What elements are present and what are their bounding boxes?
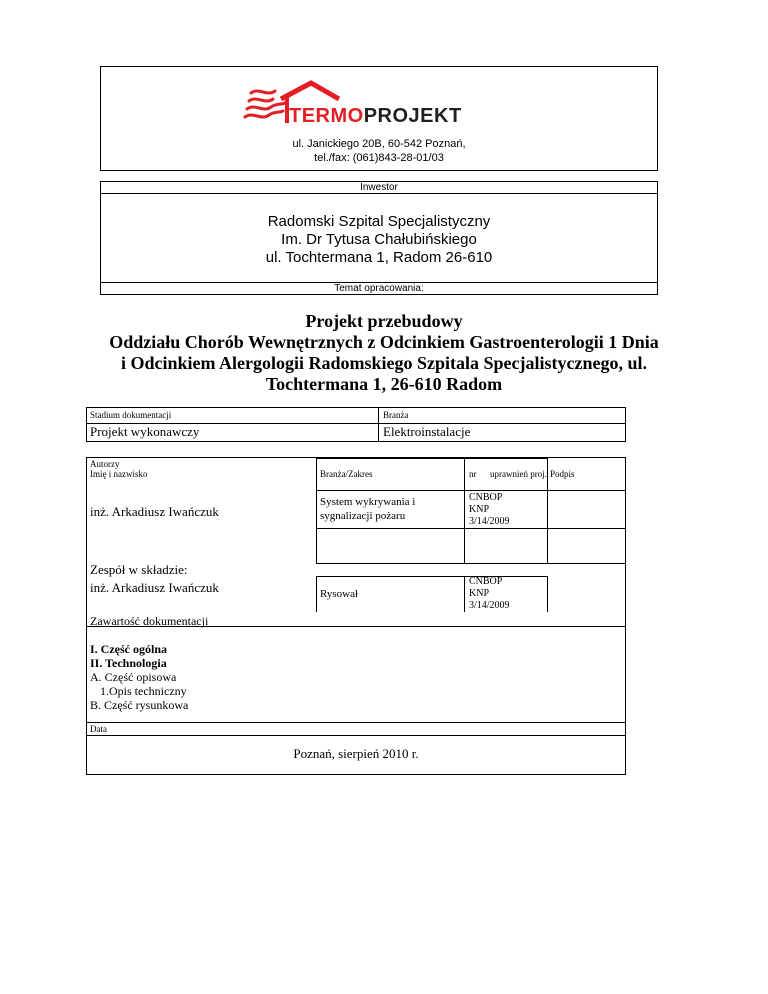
author-1-license	[469, 492, 510, 528]
date-top-line	[87, 722, 625, 723]
authors-top-line	[316, 458, 548, 459]
contents-item-2: II. Technologia	[90, 656, 167, 670]
authors-section-label: Autorzy	[90, 459, 120, 469]
company-logo	[241, 79, 501, 125]
investor-details	[101, 213, 657, 267]
date-label: Data	[90, 724, 107, 734]
author-2-scope: Rysował	[320, 588, 359, 600]
author-1-scope: System wykrywania i sygnalizacji pożaru	[320, 496, 416, 522]
authors-row-line-3	[316, 563, 625, 564]
investor-box	[100, 181, 658, 295]
stage-label: Stadium dokumentacji	[90, 410, 172, 420]
author-1-name: inż. Arkadiusz Iwańczuk	[90, 504, 219, 519]
contents-list	[90, 642, 188, 712]
contents-top-line	[87, 626, 625, 627]
author-2-license	[469, 576, 510, 612]
investor-label: Inwestor	[360, 182, 398, 193]
project-title-line-2: Oddziału Chorób Wewnętrznych z Odcinkiem Gastroenterologii 1 Dnia	[109, 332, 659, 352]
project-title-line-1: Projekt przebudowy	[305, 311, 463, 331]
logo-text-part1: TERMO	[289, 105, 364, 127]
contents-item-1: I. Część ogólna	[90, 642, 167, 656]
contents-item-3: A. Część opisowa	[90, 670, 177, 684]
author-2-name: inż. Arkadiusz Iwańczuk	[90, 580, 219, 595]
stage-value: Projekt wykonawczy	[90, 424, 200, 439]
date-value: Poznań, sierpień 2010 r.	[293, 746, 419, 761]
branch-label: Branża	[383, 410, 409, 420]
team-col-line-1	[316, 576, 317, 612]
project-title-line-3: i Odcinkiem Alergologii Radomskiego Szpitala Specjalistycznego, ul.	[121, 353, 647, 373]
authors-col-branch: Branża/Zakres	[320, 469, 373, 479]
logo-text	[289, 105, 462, 128]
branch-value: Elektroinstalacje	[383, 424, 471, 439]
investor-patron: Im. Dr Tytusa Chałubińskiego	[281, 231, 477, 248]
team-row-top-line	[316, 576, 548, 577]
team-col-line-2	[464, 576, 465, 612]
authors-col-line-1	[316, 458, 317, 564]
address-line-1: ul. Janickiego 20B, 60-542 Poznań,	[292, 138, 466, 150]
contents-label: Zawartość dokumentacji	[90, 614, 209, 628]
team-label: Zespół w składzie:	[90, 562, 188, 577]
authors-row-line-1	[316, 490, 625, 491]
contents-item-4: 1.Opis techniczny	[100, 684, 187, 698]
authors-row-line-2	[316, 528, 625, 529]
authors-col-line-3	[547, 458, 548, 564]
company-address	[101, 137, 657, 165]
authors-box	[86, 457, 626, 775]
stage-branch-divider	[378, 408, 379, 441]
authors-col-line-2	[464, 458, 465, 564]
date-label-line	[87, 735, 625, 736]
stage-branch-box	[86, 407, 626, 442]
authors-col-license: nr uprawnień proj.	[469, 469, 547, 479]
project-title-line-4: Tochtermana 1, 26-610 Radom	[265, 374, 503, 394]
authors-col-name: Imię i nazwisko	[90, 469, 148, 479]
address-line-2: tel./fax: (061)843-28-01/03	[314, 152, 444, 164]
authors-col-signature: Podpis	[550, 469, 575, 479]
author-2-license-line-1: CNBOP	[469, 576, 503, 587]
project-title	[60, 311, 708, 395]
contents-item-5: B. Część rysunkowa	[90, 698, 189, 712]
investor-name: Radomski Szpital Specjalistyczny	[267, 213, 491, 230]
author-1-license-line-2: KNP	[469, 504, 490, 515]
author-2-license-line-2: KNP	[469, 588, 490, 599]
investor-address: ul. Tochtermana 1, Radom 26-610	[265, 249, 493, 266]
author-1-license-line-3: 3/14/2009	[469, 516, 510, 527]
author-1-license-line-1: CNBOP	[469, 492, 503, 503]
subject-label: Temat opracowania:	[334, 283, 424, 294]
author-2-license-line-3: 3/14/2009	[469, 600, 510, 611]
logo-text-part2: PROJEKT	[363, 105, 462, 127]
company-header-box	[100, 66, 658, 171]
investor-label-divider	[101, 193, 657, 194]
team-col-line-3	[547, 576, 548, 612]
